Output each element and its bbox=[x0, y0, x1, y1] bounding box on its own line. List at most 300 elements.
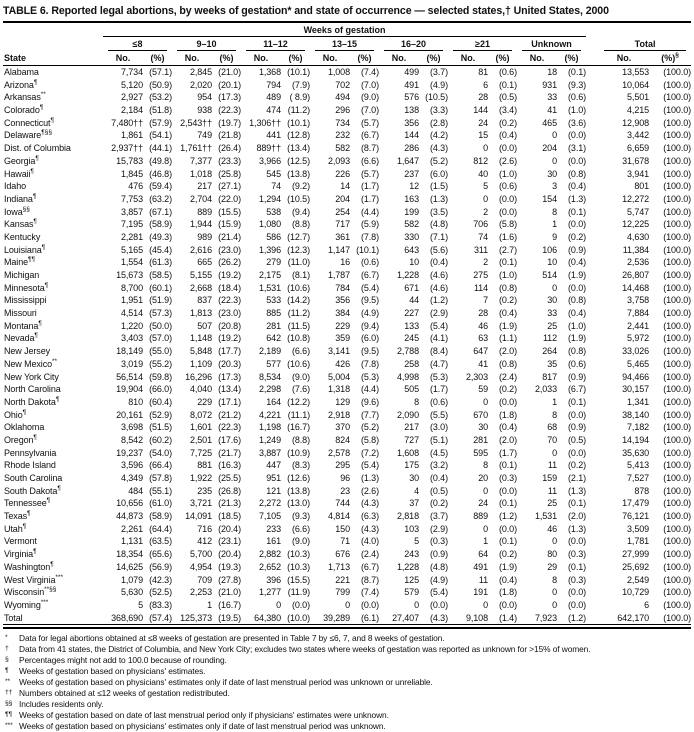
cell-count: 6 bbox=[644, 599, 650, 610]
column-gap bbox=[586, 485, 599, 498]
cell-count: 889 bbox=[473, 511, 488, 522]
cell-count: 33 bbox=[547, 308, 557, 319]
cell-count: 204 bbox=[542, 143, 557, 154]
cell-count: 74 bbox=[271, 181, 281, 192]
cell-percent: (10.5) bbox=[425, 92, 448, 103]
state-name bbox=[3, 599, 103, 612]
no-header: No. bbox=[379, 51, 419, 66]
col-group-11-12 bbox=[241, 37, 310, 52]
cell-count: 1,147 bbox=[327, 244, 350, 255]
cell-percent: (5.6) bbox=[429, 244, 448, 255]
cell-count: 254 bbox=[335, 206, 350, 217]
state-label: New Mexico bbox=[4, 358, 53, 369]
state-label: Utah bbox=[4, 523, 23, 534]
state-label: Iowa bbox=[4, 206, 23, 217]
cell-count: 3,721 bbox=[189, 498, 212, 509]
cell-percent: (1.7) bbox=[429, 384, 448, 395]
cell-percent: (21.0) bbox=[218, 67, 241, 77]
cell-percent: (10.6) bbox=[287, 358, 310, 369]
cell-count: 2,668 bbox=[189, 282, 212, 293]
cell-percent: (44.1) bbox=[149, 143, 172, 154]
cell-count: 538 bbox=[266, 206, 281, 217]
cell-count: 2,298 bbox=[258, 384, 281, 395]
cell-count: 396 bbox=[266, 574, 281, 585]
cell-count: 491 bbox=[404, 79, 419, 90]
cell-count: 586 bbox=[266, 231, 281, 242]
cell-percent: (8.3) bbox=[291, 460, 310, 471]
state-footnote-marker: *** bbox=[40, 598, 49, 606]
cell-percent: (46.8) bbox=[149, 168, 172, 179]
cell-percent: (100.0) bbox=[663, 561, 692, 572]
cell-percent: (0.1) bbox=[568, 561, 587, 572]
cell-count: 1 bbox=[552, 219, 557, 230]
cell-count: 368,690 bbox=[103, 612, 143, 625]
cell-count: 5,972 bbox=[627, 333, 650, 344]
cell-count: 5,413 bbox=[627, 460, 650, 471]
cell-count: 4,514 bbox=[120, 308, 143, 319]
cell-count: 144 bbox=[404, 130, 419, 141]
no-header: No. bbox=[448, 51, 488, 66]
cell-percent: (54.0) bbox=[149, 447, 172, 458]
state-name bbox=[3, 459, 103, 472]
cell-count: 2,189 bbox=[258, 346, 281, 357]
state-label: Delaware bbox=[4, 130, 42, 141]
cell-count: 1,198 bbox=[258, 422, 281, 433]
state-label: New Jersey bbox=[4, 346, 51, 357]
state-name bbox=[3, 79, 103, 92]
cell-count: 286 bbox=[404, 143, 419, 154]
cell-count: 1 bbox=[483, 536, 488, 547]
cell-percent: (0.4) bbox=[568, 308, 587, 319]
cell-count: 221 bbox=[335, 574, 350, 585]
cell-percent: (4.9) bbox=[429, 79, 448, 90]
cell-percent: (0.1) bbox=[568, 206, 587, 217]
cell-count: 217 bbox=[404, 422, 419, 433]
cell-percent: (10.5) bbox=[287, 193, 310, 204]
cell-percent: (26.8) bbox=[218, 485, 241, 496]
state-name bbox=[3, 535, 103, 548]
cell-percent: (25.8) bbox=[218, 168, 241, 179]
cell-count: 2,033 bbox=[534, 384, 557, 395]
cell-percent: (58.9) bbox=[149, 219, 172, 230]
cell-count: 1,220 bbox=[120, 320, 143, 331]
cell-percent: (4.3) bbox=[419, 612, 448, 625]
state-footnote-marker: ¶ bbox=[22, 522, 27, 530]
table-row bbox=[3, 168, 691, 181]
cell-count: 3,758 bbox=[627, 295, 650, 306]
cell-count: 4,954 bbox=[189, 561, 212, 572]
cell-count: 27,999 bbox=[622, 549, 650, 560]
cell-percent: (65.6) bbox=[149, 549, 172, 560]
cell-count: 10 bbox=[547, 257, 557, 268]
cell-percent: (5.5) bbox=[429, 409, 448, 420]
column-gap bbox=[586, 129, 599, 142]
cell-percent: (0.9) bbox=[568, 422, 587, 433]
cell-percent: (100.0) bbox=[663, 143, 692, 154]
cell-count: 1,396 bbox=[258, 244, 281, 255]
column-gap bbox=[586, 307, 599, 320]
cell-count: 938 bbox=[197, 105, 212, 116]
cell-count: 226 bbox=[335, 168, 350, 179]
spanner-right-gap bbox=[599, 22, 691, 37]
column-gap bbox=[586, 599, 599, 612]
footnote bbox=[3, 688, 691, 699]
column-gap bbox=[586, 193, 599, 206]
cell-count: 96 bbox=[340, 473, 350, 483]
cell-percent: (9.2) bbox=[291, 181, 310, 192]
cell-percent: (100.0) bbox=[663, 333, 692, 344]
cell-count: 154 bbox=[542, 193, 557, 204]
cell-count: 40 bbox=[478, 168, 488, 179]
cell-count: 41 bbox=[547, 105, 557, 116]
cell-percent: (22.0) bbox=[218, 193, 241, 204]
cell-percent: (0.6) bbox=[429, 396, 448, 407]
cell-count: 233 bbox=[266, 523, 281, 534]
cell-count: 642 bbox=[266, 333, 281, 344]
cell-count: 8,072 bbox=[189, 409, 212, 420]
cell-percent: (2.1) bbox=[568, 473, 587, 483]
cell-count: 8 bbox=[552, 409, 557, 420]
cell-count: 10,064 bbox=[622, 79, 650, 90]
cell-percent: (100.0) bbox=[663, 485, 692, 496]
cell-count: 931 bbox=[542, 79, 557, 90]
no-header: No. bbox=[103, 51, 143, 66]
cell-percent: (1.9) bbox=[498, 320, 517, 331]
cell-percent: (6.7) bbox=[360, 130, 379, 141]
footnote-text: Percentages might not add to 100.0 because of rounding. bbox=[19, 655, 227, 666]
cell-count: 3,019 bbox=[120, 358, 143, 369]
cell-count: 7,753 bbox=[120, 193, 143, 204]
cell-percent: (50.0) bbox=[149, 320, 172, 331]
cell-count: 824 bbox=[335, 434, 350, 445]
cell-count: 670 bbox=[473, 409, 488, 420]
state-name bbox=[3, 434, 103, 447]
table-row bbox=[3, 256, 691, 269]
table-row bbox=[3, 180, 691, 193]
gestation-table bbox=[3, 21, 691, 625]
column-gap bbox=[586, 244, 599, 257]
column-gap bbox=[586, 383, 599, 396]
cell-count: 0 bbox=[276, 599, 281, 610]
cell-percent: (55.1) bbox=[149, 485, 172, 496]
cell-count: 296 bbox=[335, 105, 350, 116]
state-label: Louisiana bbox=[4, 244, 42, 255]
cell-percent: (100.0) bbox=[663, 587, 692, 598]
col-group-ge21 bbox=[448, 37, 517, 52]
cell-count: 2,020 bbox=[189, 79, 212, 90]
state-name bbox=[3, 206, 103, 219]
table-row bbox=[3, 66, 691, 79]
cell-percent: (1.4) bbox=[488, 612, 517, 625]
cell-count: 38,140 bbox=[622, 409, 650, 420]
cell-percent: (0.0) bbox=[568, 130, 587, 141]
cell-count: 5,465 bbox=[627, 358, 650, 369]
cell-percent: (5.4) bbox=[360, 460, 379, 471]
state-name bbox=[3, 193, 103, 206]
cell-percent: (21.7) bbox=[218, 447, 241, 458]
cell-count: 8 bbox=[552, 206, 557, 217]
cell-percent: (2.4) bbox=[360, 549, 379, 560]
state-name bbox=[3, 409, 103, 422]
cell-count: 25 bbox=[547, 498, 557, 509]
cell-percent: (0.8) bbox=[498, 358, 517, 369]
cell-percent: (100.0) bbox=[663, 346, 692, 357]
cell-count: 474 bbox=[266, 105, 281, 116]
footnote-text: Numbers obtained at ≤12 weeks of gestation redistributed. bbox=[19, 688, 230, 699]
footnote-text: Weeks of gestation based on date of last menstrual period only if physicians' estimates were unknown. bbox=[19, 710, 389, 721]
column-gap bbox=[586, 180, 599, 193]
state-name bbox=[3, 180, 103, 193]
state-label: West Virginia bbox=[4, 574, 56, 585]
footnotes bbox=[3, 633, 691, 732]
state-footnote-marker: ¶ bbox=[33, 548, 37, 556]
cell-percent: (100.0) bbox=[663, 244, 692, 255]
footnote-text: Data for legal abortions obtained at ≤8 weeks of gestation are presented in Table 7 by ≤6, 7, and 8 weeks of gestation. bbox=[19, 633, 445, 644]
cell-percent: (0.0) bbox=[291, 599, 310, 610]
cell-percent: (7.0) bbox=[360, 105, 379, 116]
cell-count: 8 bbox=[483, 460, 488, 471]
cell-count: 1,861 bbox=[120, 130, 143, 141]
cell-percent: (0.4) bbox=[429, 473, 448, 483]
cell-percent: (0.6) bbox=[498, 181, 517, 192]
cell-percent: (0.1) bbox=[498, 460, 517, 471]
table-row bbox=[3, 79, 691, 92]
cell-percent: (9.5) bbox=[360, 346, 379, 357]
cell-count: 12,908 bbox=[622, 117, 650, 128]
cell-count: 80 bbox=[547, 549, 557, 560]
cell-percent: (17.1) bbox=[218, 396, 241, 407]
cell-percent: (23.0) bbox=[218, 308, 241, 319]
cell-percent: (17.3) bbox=[218, 92, 241, 103]
state-name bbox=[3, 117, 103, 130]
cell-percent: (58.9) bbox=[149, 511, 172, 522]
state-label: Pennsylvania bbox=[4, 447, 57, 458]
cell-percent: (0.6) bbox=[360, 257, 379, 268]
col-group-16-20-label: 16–20 bbox=[384, 39, 443, 51]
cell-count: 2,704 bbox=[189, 193, 212, 204]
cell-count: 499 bbox=[404, 67, 419, 77]
table-body bbox=[3, 66, 691, 625]
cell-count: 7,884 bbox=[627, 308, 650, 319]
cell-percent: (15.5) bbox=[218, 206, 241, 217]
cell-percent: (0.2) bbox=[498, 549, 517, 560]
cell-percent: (0.4) bbox=[498, 422, 517, 433]
table-row bbox=[3, 91, 691, 104]
cell-percent: (1.5) bbox=[429, 181, 448, 192]
cell-count: 1,249 bbox=[258, 434, 281, 445]
cell-percent: (5.2) bbox=[360, 422, 379, 433]
cell-count: 5,700 bbox=[189, 549, 212, 560]
cell-percent: (49.8) bbox=[149, 155, 172, 166]
cell-percent: (27.1) bbox=[218, 181, 241, 192]
cell-percent: (17.6) bbox=[218, 434, 241, 445]
cell-percent: (0.8) bbox=[568, 168, 587, 179]
cell-percent: (8.7) bbox=[360, 143, 379, 154]
cell-count: 29 bbox=[547, 561, 557, 572]
cell-count: 0 bbox=[552, 536, 557, 547]
cell-count: 2,927 bbox=[120, 92, 143, 103]
cell-percent: (100.0) bbox=[663, 523, 692, 534]
cell-count: 1,787 bbox=[327, 270, 350, 280]
state-name bbox=[3, 447, 103, 460]
cell-count: 161 bbox=[266, 536, 281, 547]
cell-percent: (100.0) bbox=[663, 371, 692, 382]
table-row bbox=[3, 371, 691, 384]
cell-percent: (10.3) bbox=[287, 549, 310, 560]
cell-percent: (10.6) bbox=[287, 282, 310, 293]
cell-percent: (12.2) bbox=[287, 396, 310, 407]
cell-percent: (13.8) bbox=[287, 168, 310, 179]
column-gap bbox=[586, 409, 599, 422]
cell-percent: (7.8) bbox=[360, 358, 379, 369]
cell-count: 295 bbox=[335, 460, 350, 471]
cell-count: 5 bbox=[414, 536, 419, 547]
state-name bbox=[3, 307, 103, 320]
cell-percent: (60.1) bbox=[149, 282, 172, 293]
cell-count: 28 bbox=[478, 92, 488, 103]
cell-percent: (0.8) bbox=[568, 346, 587, 357]
cell-percent: (0.4) bbox=[429, 257, 448, 268]
cell-count: 951 bbox=[266, 473, 281, 483]
cell-count: 4,215 bbox=[627, 105, 650, 116]
cell-count: 5 bbox=[138, 599, 143, 610]
cell-percent: (100.0) bbox=[663, 105, 692, 116]
footnote bbox=[3, 644, 691, 655]
cell-percent: (100.0) bbox=[663, 92, 692, 103]
table-row bbox=[3, 129, 691, 142]
cell-count: 1,368 bbox=[258, 67, 281, 77]
state-column-header: State bbox=[3, 51, 103, 66]
cell-count: 576 bbox=[404, 92, 419, 103]
state-label: Maine bbox=[4, 257, 29, 268]
cell-count: 81 bbox=[478, 67, 488, 77]
cell-count: 878 bbox=[634, 485, 650, 496]
cell-percent: (6.0) bbox=[360, 333, 379, 344]
cell-count: 59 bbox=[478, 384, 488, 395]
cell-count: 64,380 bbox=[241, 612, 281, 625]
cell-count: 1,277 bbox=[258, 587, 281, 598]
cell-count: 582 bbox=[335, 143, 350, 154]
cell-percent: (0.4) bbox=[498, 130, 517, 141]
column-gap bbox=[586, 434, 599, 447]
cell-percent: (0.1) bbox=[498, 79, 517, 90]
cell-count: 0 bbox=[483, 193, 488, 204]
cell-count: 2,616 bbox=[189, 244, 212, 255]
cell-count: 1,294 bbox=[258, 193, 281, 204]
state-label: Colorado bbox=[4, 105, 40, 116]
cell-percent: (100.0) bbox=[663, 498, 692, 509]
cell-percent: (1.3) bbox=[568, 485, 587, 496]
cell-percent: (66.4) bbox=[149, 460, 172, 471]
cell-percent: (100.0) bbox=[663, 168, 692, 179]
cell-percent: (11.9) bbox=[287, 587, 310, 598]
cell-count: 125 bbox=[404, 574, 419, 585]
state-name bbox=[3, 66, 103, 79]
cell-percent: (5.1) bbox=[429, 434, 448, 445]
cell-percent: (1.8) bbox=[498, 409, 517, 420]
cell-percent: (23.0) bbox=[218, 244, 241, 255]
column-gap bbox=[586, 91, 599, 104]
cell-percent: (1.3) bbox=[568, 523, 587, 534]
cell-count: 0 bbox=[483, 143, 488, 154]
cell-percent: (1.3) bbox=[429, 193, 448, 204]
cell-count: 1,228 bbox=[396, 561, 419, 572]
cell-count: 7,734 bbox=[120, 67, 143, 77]
state-label: Dist. of Columbia bbox=[4, 143, 71, 154]
column-gap bbox=[586, 231, 599, 244]
cell-count: 281 bbox=[473, 434, 488, 445]
cell-count: 229 bbox=[197, 396, 212, 407]
cell-count: 0 bbox=[483, 485, 488, 496]
footnote-text: Data from 41 states, the District of Columbia, and New York City; excludes two states where weeks of gestation was reported as unknown for >15% of women. bbox=[19, 644, 591, 655]
cell-percent: (10.3) bbox=[287, 561, 310, 572]
cell-percent: (4.7) bbox=[429, 358, 448, 369]
cell-count: 749 bbox=[197, 130, 212, 141]
cell-count: 7,195 bbox=[120, 219, 143, 230]
cell-count: 709 bbox=[197, 574, 212, 585]
footnote bbox=[3, 666, 691, 677]
table-row bbox=[3, 497, 691, 510]
state-footnote-marker: ¶ bbox=[57, 484, 61, 492]
cell-count: 665 bbox=[197, 257, 212, 268]
state-name bbox=[3, 383, 103, 396]
cell-count: 5,165 bbox=[120, 244, 143, 255]
spanner-row bbox=[3, 22, 691, 37]
cell-percent: (51.5) bbox=[149, 422, 172, 433]
cell-count: 7 bbox=[483, 295, 488, 306]
footnote bbox=[3, 710, 691, 721]
table-row bbox=[3, 510, 691, 523]
cell-count: 0 bbox=[483, 523, 488, 534]
table-row bbox=[3, 142, 691, 155]
state-label: Kentucky bbox=[4, 231, 41, 242]
state-name bbox=[3, 485, 103, 498]
cell-count: 25,692 bbox=[622, 561, 650, 572]
column-gap bbox=[586, 155, 599, 168]
cell-percent: (19.3) bbox=[218, 561, 241, 572]
cell-count: 545 bbox=[266, 168, 281, 179]
footnote bbox=[3, 699, 691, 710]
cell-count: 6,659 bbox=[627, 143, 650, 154]
col-group-le8 bbox=[103, 37, 172, 52]
state-footnote-marker: ¶ bbox=[41, 243, 46, 251]
cell-percent: (57.3) bbox=[149, 308, 172, 319]
cell-count: 330 bbox=[404, 231, 419, 242]
cell-percent: (9.4) bbox=[291, 206, 310, 217]
cell-percent: (7.2) bbox=[360, 447, 379, 458]
column-gap bbox=[586, 371, 599, 384]
cell-count: 18,354 bbox=[116, 549, 143, 560]
cell-count: 2,093 bbox=[327, 155, 350, 166]
table-row bbox=[3, 193, 691, 206]
cell-percent: (19.7) bbox=[218, 117, 241, 128]
cell-percent: (7.0) bbox=[360, 79, 379, 90]
cell-percent: (0.0) bbox=[568, 599, 587, 610]
cell-count: 15 bbox=[478, 130, 488, 141]
cell-percent: (6.1) bbox=[350, 612, 379, 625]
state-name bbox=[3, 104, 103, 117]
cell-count: 232 bbox=[335, 130, 350, 141]
cell-count: 476 bbox=[128, 181, 143, 192]
table-row bbox=[3, 535, 691, 548]
table-row bbox=[3, 104, 691, 117]
state-label: Wisconsin bbox=[4, 587, 45, 598]
cell-count: 2,818 bbox=[396, 511, 419, 522]
cell-percent: (2.7) bbox=[498, 244, 517, 255]
cell-count: 799 bbox=[335, 587, 350, 598]
cell-percent: (7.9) bbox=[291, 79, 310, 90]
state-name bbox=[3, 574, 103, 587]
